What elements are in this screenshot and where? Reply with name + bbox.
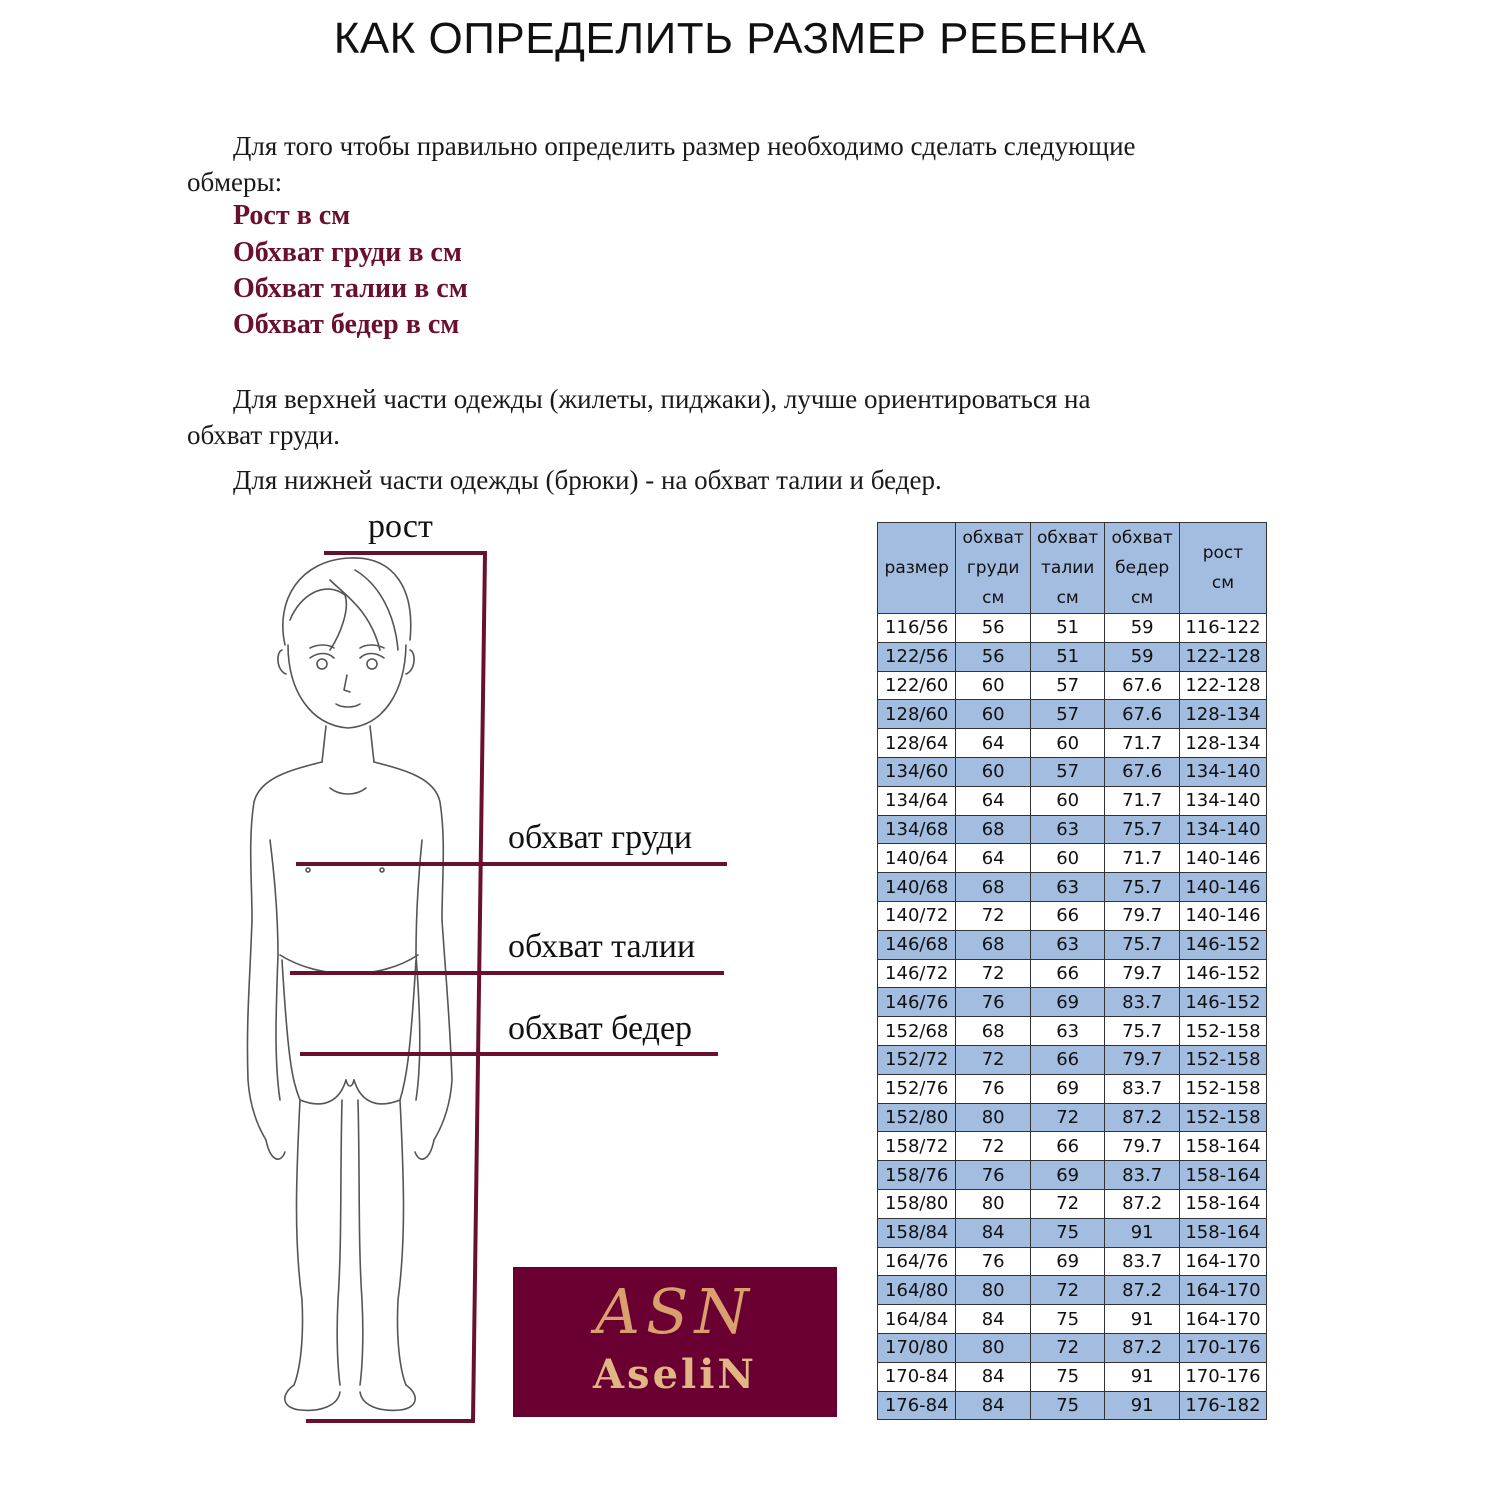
cell-size: 164/84 [878,1305,956,1334]
table-row [878,614,1267,643]
cell-waist: 69 [1030,1074,1104,1103]
header-hips-line: обхват [1111,528,1173,548]
cell-size: 122/60 [878,671,956,700]
cell-waist: 63 [1030,815,1104,844]
cell-size: 158/76 [878,1161,956,1190]
cell-hips: 75.7 [1105,930,1179,959]
table-row [878,729,1267,758]
cell-chest: 84 [956,1362,1030,1391]
header-size-line: размер [884,558,949,578]
header-chest-line: обхват [962,528,1024,548]
cell-hips: 67.6 [1105,671,1179,700]
cell-waist: 69 [1030,988,1104,1017]
cell-height: 152-158 [1179,1103,1266,1132]
cell-hips: 83.7 [1105,1074,1179,1103]
cell-hips: 91 [1105,1391,1179,1420]
cell-waist: 60 [1030,844,1104,873]
cell-height: 122-128 [1179,671,1266,700]
cell-chest: 80 [956,1276,1030,1305]
label-chest: обхват груди [508,819,693,856]
header-chest-line: груди [966,558,1020,578]
cell-height: 140-146 [1179,901,1266,930]
cell-waist: 75 [1030,1391,1104,1420]
table-row [878,757,1267,786]
cell-hips: 59 [1105,642,1179,671]
cell-waist: 72 [1030,1276,1104,1305]
cell-chest: 76 [956,988,1030,1017]
height-bracket [306,553,485,1421]
table-row [878,786,1267,815]
size-table-header [878,523,1267,614]
measurement-height: Рост в см [233,200,351,231]
table-row [878,1305,1267,1334]
cell-waist: 75 [1030,1218,1104,1247]
table-row [878,1074,1267,1103]
cell-size: 146/72 [878,959,956,988]
cell-hips: 91 [1105,1362,1179,1391]
cell-chest: 72 [956,901,1030,930]
cell-hips: 71.7 [1105,729,1179,758]
label-waist: обхват талии [508,928,696,965]
cell-height: 140-146 [1179,873,1266,902]
cell-waist: 51 [1030,614,1104,643]
cell-hips: 87.2 [1105,1103,1179,1132]
table-row [878,988,1267,1017]
cell-hips: 79.7 [1105,959,1179,988]
table-row [878,844,1267,873]
cell-size: 140/68 [878,873,956,902]
cell-waist: 66 [1030,959,1104,988]
cell-chest: 64 [956,844,1030,873]
cell-waist: 57 [1030,757,1104,786]
cell-chest: 80 [956,1333,1030,1362]
cell-size: 134/64 [878,786,956,815]
cell-chest: 56 [956,642,1030,671]
table-row [878,1045,1267,1074]
cell-size: 146/76 [878,988,956,1017]
cell-chest: 72 [956,1132,1030,1161]
cell-chest: 84 [956,1218,1030,1247]
brand-logo [513,1267,837,1417]
measurement-hips: Обхват бедер в см [233,309,460,340]
cell-height: 128-134 [1179,729,1266,758]
cell-size: 170/80 [878,1333,956,1362]
cell-height: 158-164 [1179,1218,1266,1247]
cell-height: 164-170 [1179,1305,1266,1334]
cell-chest: 56 [956,614,1030,643]
table-row [878,930,1267,959]
cell-chest: 76 [956,1074,1030,1103]
cell-waist: 51 [1030,642,1104,671]
header-chest [956,523,1030,614]
cell-height: 158-164 [1179,1189,1266,1218]
cell-height: 116-122 [1179,614,1266,643]
cell-height: 164-170 [1179,1276,1266,1305]
cell-waist: 72 [1030,1333,1104,1362]
cell-size: 164/80 [878,1276,956,1305]
table-row [878,700,1267,729]
cell-chest: 80 [956,1103,1030,1132]
cell-size: 152/80 [878,1103,956,1132]
cell-chest: 76 [956,1247,1030,1276]
cell-height: 134-140 [1179,786,1266,815]
cell-waist: 60 [1030,786,1104,815]
cell-waist: 72 [1030,1103,1104,1132]
cell-chest: 84 [956,1391,1030,1420]
cell-chest: 60 [956,757,1030,786]
cell-size: 158/72 [878,1132,956,1161]
cell-hips: 79.7 [1105,901,1179,930]
table-row [878,1333,1267,1362]
cell-chest: 68 [956,930,1030,959]
cell-chest: 72 [956,1045,1030,1074]
table-row [878,873,1267,902]
header-waist-line: талии [1041,558,1095,578]
cell-size: 176-84 [878,1391,956,1420]
table-row [878,1189,1267,1218]
cell-chest: 64 [956,786,1030,815]
cell-height: 146-152 [1179,959,1266,988]
cell-waist: 57 [1030,671,1104,700]
cell-chest: 68 [956,1017,1030,1046]
cell-hips: 75.7 [1105,815,1179,844]
table-row [878,1391,1267,1420]
cell-height: 152-158 [1179,1074,1266,1103]
cell-height: 158-164 [1179,1132,1266,1161]
header-height-line: см [1211,573,1235,593]
upper-note-line-2: обхват груди. [187,420,340,450]
cell-size: 116/56 [878,614,956,643]
cell-height: 146-152 [1179,988,1266,1017]
upper-note-line-1: Для верхней части одежды (жилеты, пиджаки), лучше ориентироваться на [233,384,1091,414]
cell-waist: 69 [1030,1161,1104,1190]
header-height-line: рост [1202,543,1244,563]
table-row [878,1161,1267,1190]
table-row [878,642,1267,671]
cell-size: 134/60 [878,757,956,786]
cell-hips: 91 [1105,1218,1179,1247]
logo-brand-name: AseliN [593,1351,757,1398]
cell-chest: 80 [956,1189,1030,1218]
lower-note: Для нижней части одежды (брюки) - на обхват талии и бедер. [233,465,942,495]
cell-waist: 63 [1030,1017,1104,1046]
cell-height: 164-170 [1179,1247,1266,1276]
cell-height: 152-158 [1179,1017,1266,1046]
cell-hips: 59 [1105,614,1179,643]
table-row [878,901,1267,930]
cell-height: 134-140 [1179,815,1266,844]
cell-size: 140/72 [878,901,956,930]
measurement-chest: Обхват груди в см [233,237,462,268]
cell-chest: 76 [956,1161,1030,1190]
cell-size: 152/72 [878,1045,956,1074]
table-row [878,671,1267,700]
size-table [877,522,1267,1420]
cell-hips: 79.7 [1105,1045,1179,1074]
table-row [878,1276,1267,1305]
cell-size: 128/60 [878,700,956,729]
cell-size: 122/56 [878,642,956,671]
cell-size: 158/80 [878,1189,956,1218]
cell-height: 176-182 [1179,1391,1266,1420]
cell-chest: 64 [956,729,1030,758]
cell-hips: 87.2 [1105,1276,1179,1305]
cell-hips: 75.7 [1105,1017,1179,1046]
size-table-body [878,614,1267,1420]
cell-chest: 60 [956,700,1030,729]
cell-size: 164/76 [878,1247,956,1276]
cell-waist: 66 [1030,901,1104,930]
cell-hips: 83.7 [1105,988,1179,1017]
cell-hips: 91 [1105,1305,1179,1334]
measurement-waist: Обхват талии в см [233,273,468,304]
cell-size: 170-84 [878,1362,956,1391]
cell-hips: 75.7 [1105,873,1179,902]
cell-waist: 72 [1030,1189,1104,1218]
cell-height: 122-128 [1179,642,1266,671]
cell-size: 134/68 [878,815,956,844]
header-waist [1030,523,1104,614]
cell-size: 158/84 [878,1218,956,1247]
cell-size: 140/64 [878,844,956,873]
cell-waist: 66 [1030,1132,1104,1161]
table-row [878,959,1267,988]
table-row [878,1362,1267,1391]
cell-hips: 67.6 [1105,700,1179,729]
cell-height: 170-176 [1179,1333,1266,1362]
cell-chest: 60 [956,671,1030,700]
page-title: КАК ОПРЕДЕЛИТЬ РАЗМЕР РЕБЕНКА [333,14,1147,63]
table-row [878,1132,1267,1161]
cell-height: 134-140 [1179,757,1266,786]
table-row [878,815,1267,844]
cell-size: 128/64 [878,729,956,758]
cell-chest: 72 [956,959,1030,988]
cell-height: 146-152 [1179,930,1266,959]
cell-hips: 83.7 [1105,1161,1179,1190]
header-waist-line: обхват [1037,528,1099,548]
cell-hips: 87.2 [1105,1333,1179,1362]
cell-height: 152-158 [1179,1045,1266,1074]
cell-hips: 79.7 [1105,1132,1179,1161]
header-hips-line: бедер [1115,558,1170,578]
header-hips-line: см [1131,588,1154,608]
table-row [878,1103,1267,1132]
label-hips: обхват бедер [508,1010,693,1047]
cell-waist: 69 [1030,1247,1104,1276]
header-height [1179,523,1266,614]
logo-monogram: ASN [595,1275,755,1348]
cell-height: 128-134 [1179,700,1266,729]
cell-hips: 71.7 [1105,844,1179,873]
intro-line-2: обмеры: [187,167,283,197]
cell-chest: 68 [956,815,1030,844]
header-waist-line: см [1056,588,1079,608]
cell-hips: 83.7 [1105,1247,1179,1276]
cell-size: 152/68 [878,1017,956,1046]
header-hips [1105,523,1179,614]
cell-waist: 63 [1030,873,1104,902]
cell-waist: 63 [1030,930,1104,959]
cell-waist: 60 [1030,729,1104,758]
cell-size: 152/76 [878,1074,956,1103]
cell-height: 170-176 [1179,1362,1266,1391]
intro-line-1: Для того чтобы правильно определить размер необходимо сделать следующие [233,131,1136,161]
cell-hips: 87.2 [1105,1189,1179,1218]
header-size [878,523,956,614]
cell-waist: 57 [1030,700,1104,729]
cell-height: 140-146 [1179,844,1266,873]
cell-hips: 67.6 [1105,757,1179,786]
cell-size: 146/68 [878,930,956,959]
cell-waist: 75 [1030,1305,1104,1334]
label-height: рост [368,508,433,545]
table-row [878,1017,1267,1046]
cell-waist: 66 [1030,1045,1104,1074]
cell-hips: 71.7 [1105,786,1179,815]
cell-chest: 68 [956,873,1030,902]
cell-waist: 75 [1030,1362,1104,1391]
table-row [878,1218,1267,1247]
cell-height: 158-164 [1179,1161,1266,1190]
table-row [878,1247,1267,1276]
header-chest-line: см [982,588,1005,608]
cell-chest: 84 [956,1305,1030,1334]
